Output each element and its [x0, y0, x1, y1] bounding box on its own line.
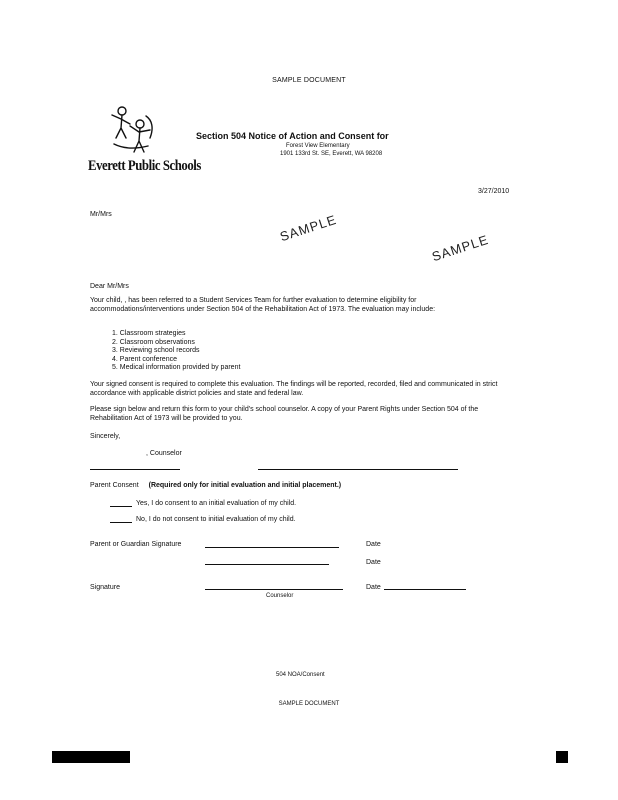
registration-mark	[556, 751, 568, 763]
logo-figures-icon	[108, 104, 158, 156]
recipient-name: Mr/Mrs	[90, 211, 112, 218]
consent-yes-option[interactable]: Yes, I do consent to an initial evaluation of my child.	[136, 500, 297, 507]
closing: Sincerely,	[90, 433, 121, 440]
footer-sample-label: SAMPLE DOCUMENT	[278, 701, 340, 707]
list-item: 2. Classroom observations	[112, 338, 195, 346]
sample-watermark: SAMPLE	[278, 211, 339, 245]
district-name: Everett Public Schools	[88, 158, 201, 174]
counselor-signature-line	[258, 469, 458, 470]
parent-consent-label: Parent Consent	[90, 482, 139, 489]
date-label: Date	[366, 541, 381, 548]
list-item: 4. Parent conference	[112, 355, 177, 363]
district-logo	[108, 104, 158, 156]
signature-label: Signature	[90, 584, 120, 591]
counselor-signature-field[interactable]	[205, 589, 343, 590]
consent-yes-checkbox[interactable]	[110, 506, 132, 507]
document-title: Section 504 Notice of Action and Consent for	[196, 131, 389, 141]
parent-consent-note: (Required only for initial evaluation and initial placement.)	[148, 482, 342, 489]
school-address: 1901 133rd St. SE, Everett, WA 98208	[280, 151, 383, 157]
salutation: Dear Mr/Mrs	[90, 283, 129, 290]
parent-signature-line[interactable]	[205, 564, 329, 565]
redaction-bar	[52, 751, 130, 763]
return-paragraph: Please sign below and return this form to your child's school counselor. A copy of your Parent Rights under Section 504 of the Rehabilitation Act of 1973 will be provided to you.	[90, 406, 479, 422]
sample-watermark: SAMPLE	[430, 231, 491, 265]
signer-title: , Counselor	[146, 450, 182, 457]
header-sample-label: SAMPLE DOCUMENT	[272, 77, 346, 84]
parent-signature-label: Parent or Guardian Signature	[90, 541, 182, 548]
letter-date: 3/27/2010	[478, 188, 510, 195]
parent-signature-line[interactable]	[205, 547, 339, 548]
form-code: 504 NOA/Consent	[276, 672, 325, 678]
list-item: 1. Classroom strategies	[112, 330, 186, 337]
counselor-caption: Counselor	[266, 593, 294, 599]
consent-no-option[interactable]: No, I do not consent to initial evaluation of my child.	[136, 516, 296, 523]
school-name: Forest View Elementary	[286, 143, 350, 149]
intro-paragraph: Your child, , has been referred to a Student Services Team for further evaluation to determine eligibility for accommodations/interventions under Section 504 of the Rehabilitation Act of 1973. The evaluation may include:	[90, 297, 436, 313]
consent-no-checkbox[interactable]	[110, 522, 132, 523]
consent-paragraph: Your signed consent is required to complete this evaluation. The findings will be reported, recorded, filed and communicated in strict accordance with applicable district policies and state and federal law.	[90, 381, 498, 397]
counselor-signature-line	[90, 469, 180, 470]
list-item: 5. Medical information provided by parent	[112, 364, 241, 371]
date-label: Date	[366, 584, 381, 591]
list-item: 3. Reviewing school records	[112, 347, 200, 354]
date-label: Date	[366, 559, 381, 566]
date-field-line[interactable]	[384, 589, 466, 590]
evaluation-list	[112, 330, 240, 373]
